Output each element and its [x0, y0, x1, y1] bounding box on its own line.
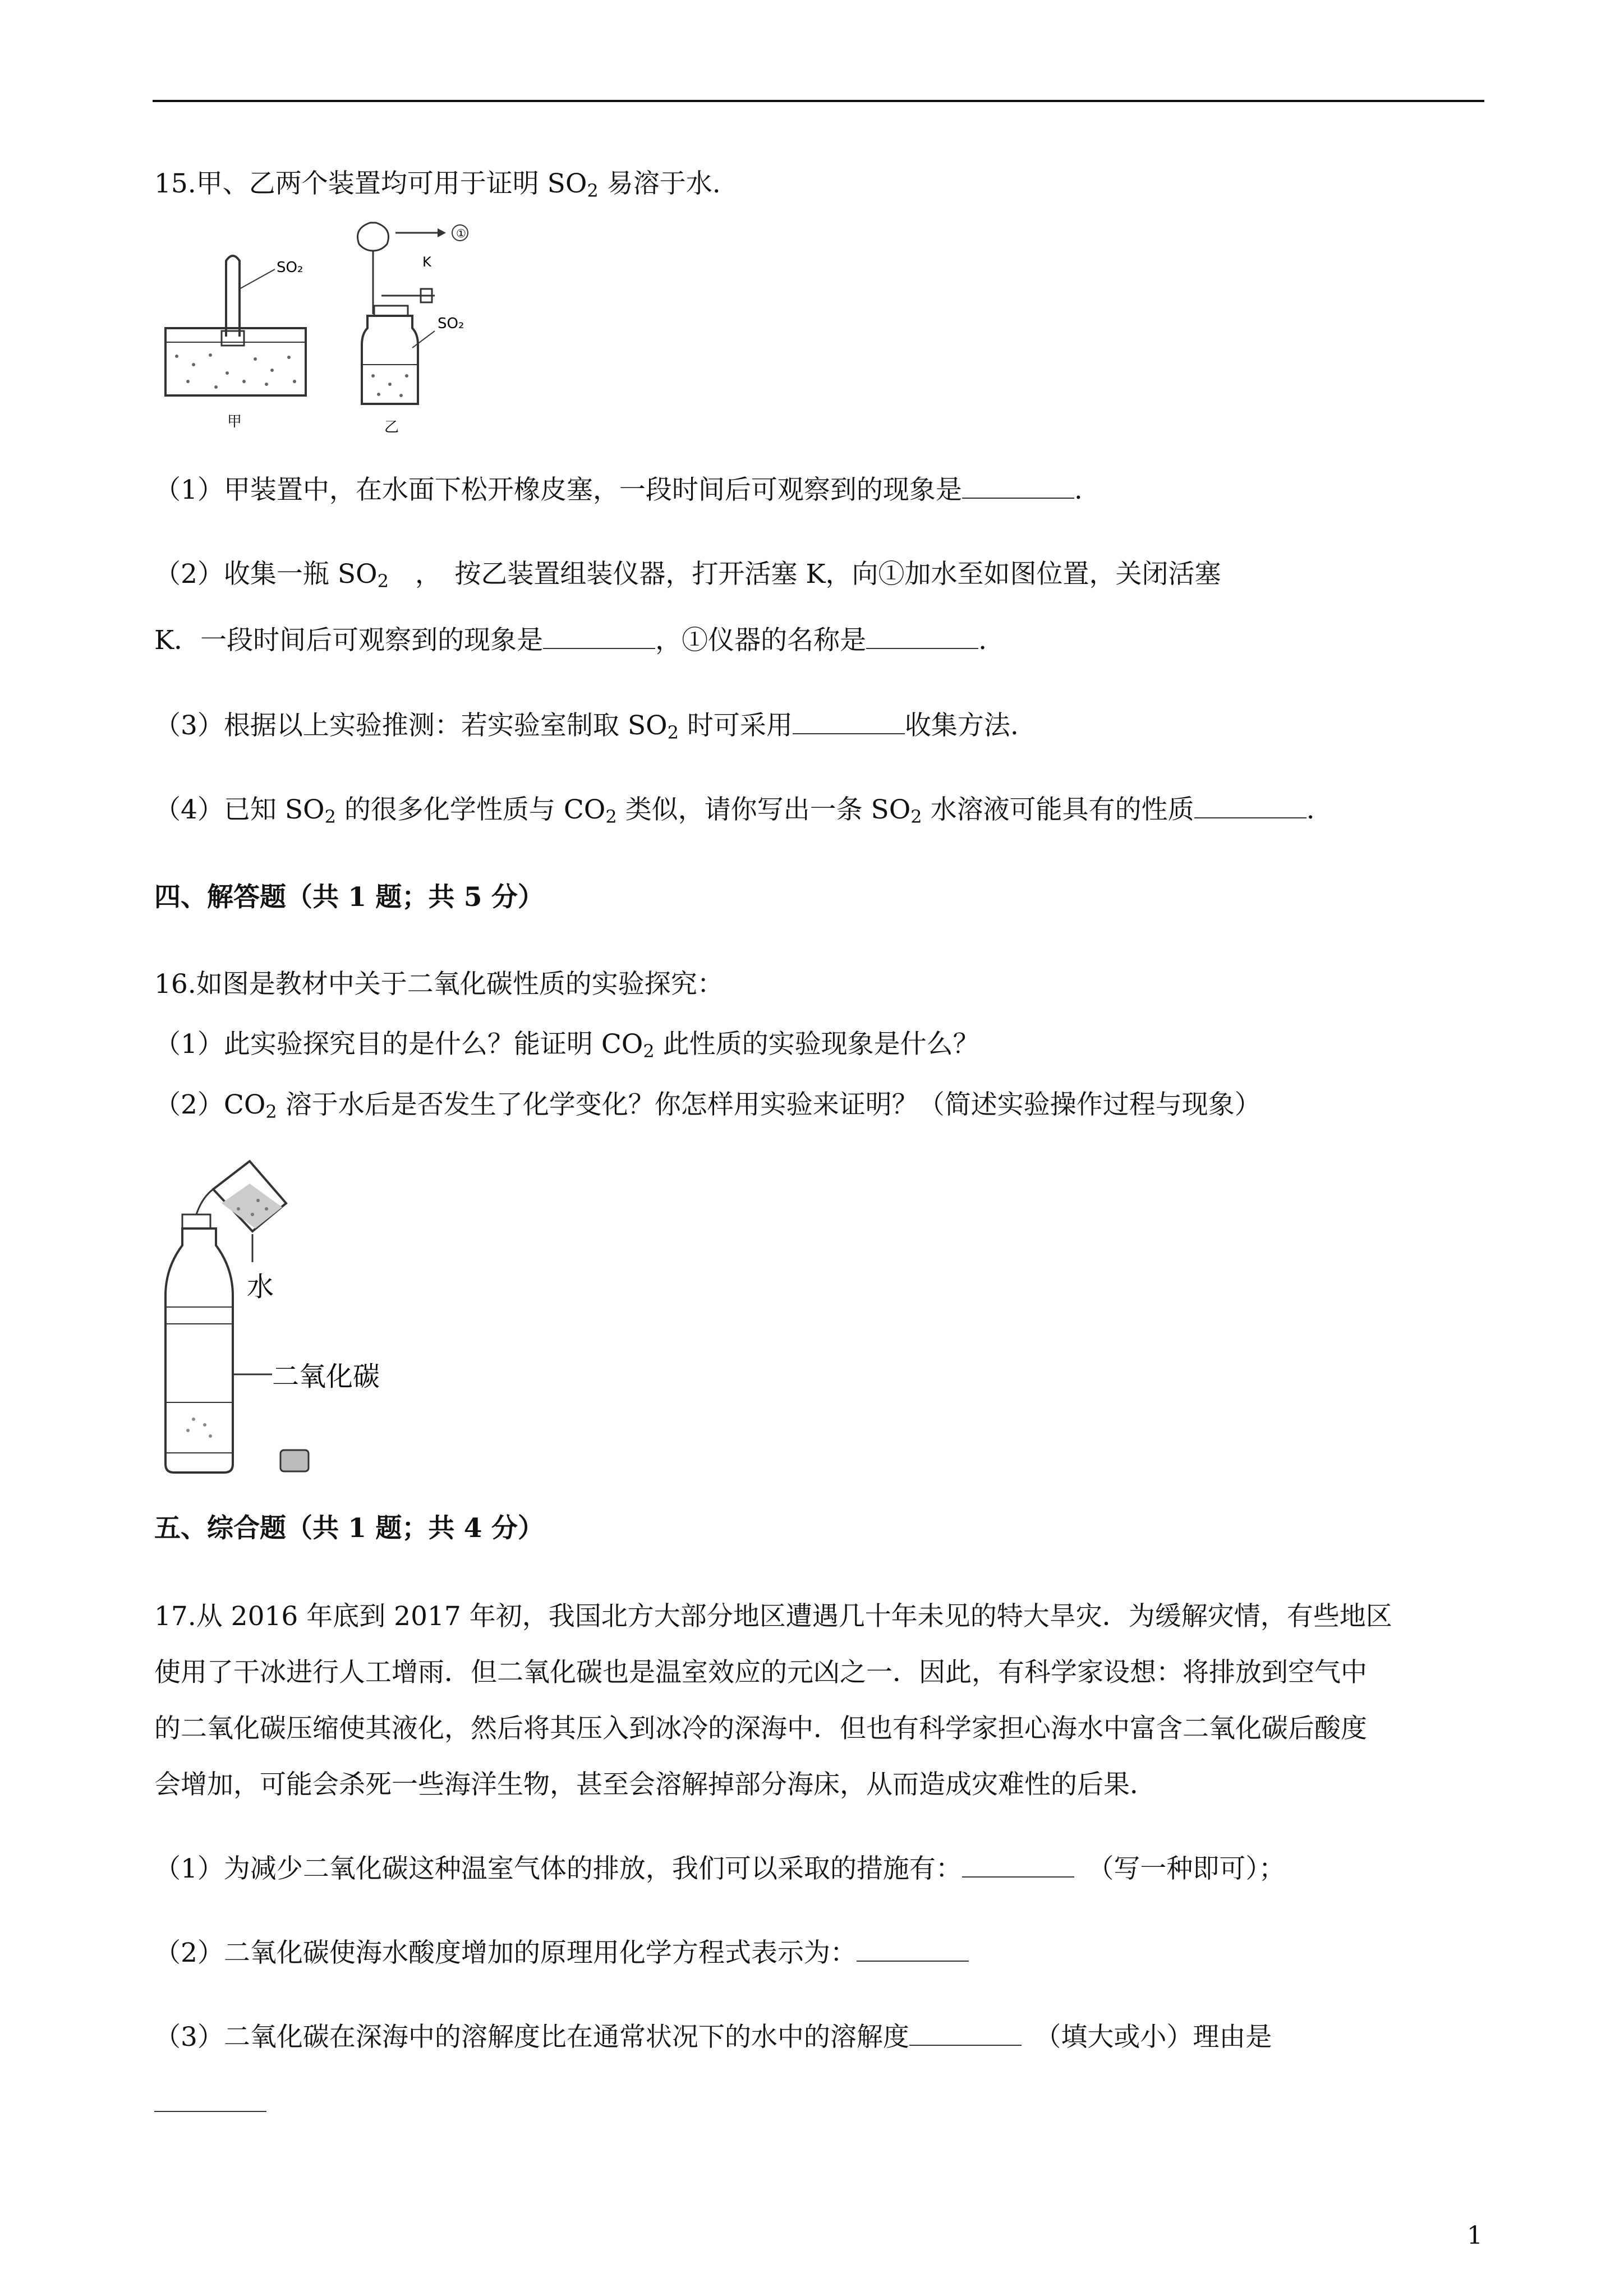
fig-water-label: 水 — [247, 1271, 274, 1303]
q16-bottle-figure — [154, 1156, 435, 1481]
answer-blank[interactable] — [866, 625, 978, 649]
q15-part1: （1）甲装置中，在水面下松开橡皮塞，一段时间后可观察到的现象是 . — [154, 475, 1083, 505]
answer-blank[interactable] — [909, 2022, 1022, 2046]
header-rule — [153, 100, 1484, 102]
answer-blank[interactable] — [962, 1854, 1074, 1878]
q15-part2-line1: （2）收集一瓶 $SO_2$ ， 按乙装置组装仪器，打开活塞 K，向①加水至如图位置，关闭活塞 — [154, 559, 1221, 592]
q17-para-line4: 会增加，可能会杀死一些海洋生物，甚至会溶解掉部分海床，从而造成灾难性的后果． — [154, 1769, 1156, 1800]
answer-blank[interactable] — [793, 711, 905, 734]
q16-part2: $(2)CO_2$ 溶于水后是否发生了化学变化？你怎样用实验来证明？（简述实验操作过程与现象） — [154, 1089, 1261, 1122]
answer-blank[interactable] — [154, 2088, 266, 2112]
answer-blank[interactable] — [543, 625, 655, 649]
q15-stem: 15.甲、乙两个装置均可用于证明 $SO_2$ 易溶于水. — [154, 168, 721, 201]
fig-label-jia: 甲 — [227, 413, 242, 430]
q15-apparatus-figure — [154, 216, 485, 440]
section4-title: 四、解答题（共 1 题；共 5 分） — [154, 882, 544, 913]
fig-so2-label-b: SO₂ — [438, 315, 464, 332]
q17-part3: （3）二氧化碳在深海中的溶解度比在通常状况下的水中的溶解度 （填大或小）理由是 — [154, 2022, 1272, 2053]
answer-blank[interactable] — [857, 1938, 969, 1962]
fig-so2-label-a: SO₂ — [277, 259, 303, 276]
page-number: 1 — [1467, 2221, 1483, 2250]
q17-para-line1: 17.从 2016 年底到 2017 年初，我国北方大部分地区遭遇几十年未见的特大旱灾．为缓解灾情，有些地区 — [154, 1601, 1392, 1632]
fig-label-yi: 乙 — [384, 419, 399, 436]
q15-part2-line2: K．一段时间后可观察到的现象是 ，①仪器的名称是 . — [154, 625, 987, 656]
q17-part1: （1）为减少二氧化碳这种温室气体的排放，我们可以采取的措施有： （写一种即可）； — [154, 1853, 1285, 1884]
q15-part4: （4）已知 $SO_2$ 的很多化学性质与 $CO_2$ 类似，请你写出一条 $SO_2$ 水溶液可能具有的性质 . — [154, 794, 1315, 827]
answer-blank[interactable] — [1194, 795, 1306, 818]
answer-blank[interactable] — [962, 475, 1074, 499]
q17-part3-continued — [154, 2087, 266, 2120]
section5-title: 五、综合题（共 1 题；共 4 分） — [154, 1513, 544, 1544]
q16-stem: 16.如图是教材中关于二氧化碳性质的实验探究： — [154, 969, 724, 1000]
q16-part1: （1）此实验探究目的是什么？能证明 $CO_2$ 此性质的实验现象是什么？ — [154, 1029, 979, 1062]
q17-para-line2: 使用了干冰进行人工增雨．但二氧化碳也是温室效应的元凶之一．因此，有科学家设想：将排放到空气中 — [154, 1657, 1367, 1688]
q17-part2: （2）二氧化碳使海水酸度增加的原理用化学方程式表示为： — [154, 1936, 969, 1970]
fig-co2-label: 二氧化碳 — [272, 1361, 380, 1392]
q17-para-line3: 的二氧化碳压缩使其液化，然后将其压入到冰冷的深海中．但也有科学家担心海水中富含二氧化碳后酸度 — [154, 1713, 1367, 1744]
fig-k-label: K — [422, 254, 431, 270]
fig-circle-label: ① — [456, 227, 466, 240]
q15-part3: （3）根据以上实验推测：若实验室制取 $SO_2$ 时可采用 收集方法. — [154, 710, 1019, 743]
